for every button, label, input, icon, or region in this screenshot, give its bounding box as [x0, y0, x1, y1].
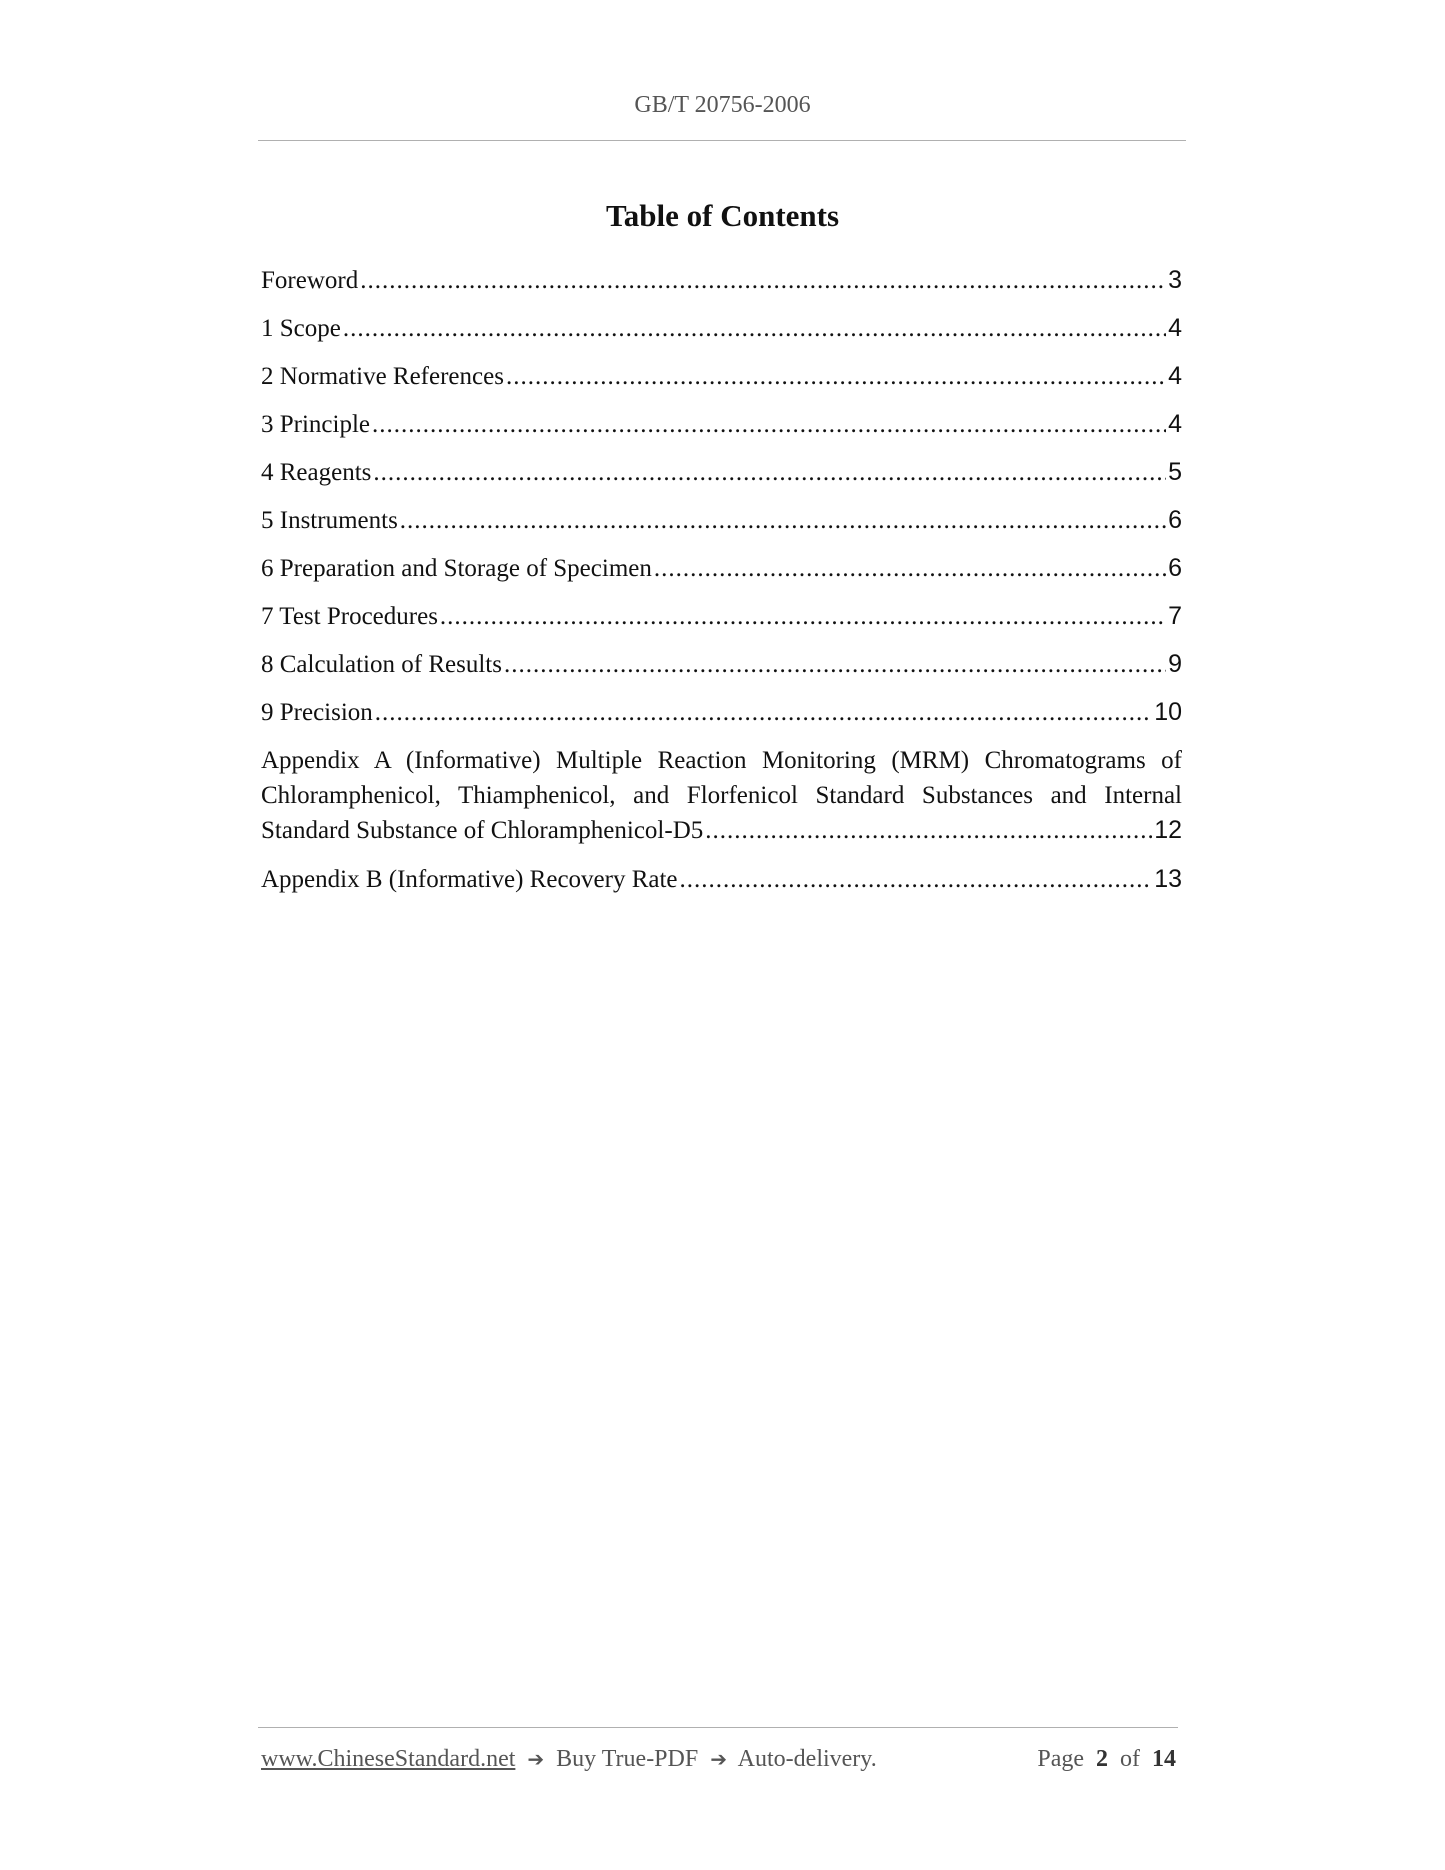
buy-true-pdf-text: Buy True-PDF: [556, 1746, 699, 1772]
toc-page-number: 12: [1154, 816, 1182, 844]
toc-page-number: 6: [1168, 554, 1182, 582]
right-arrow-icon: ➔: [710, 1747, 727, 1771]
toc-entry-label: 8 Calculation of Results: [261, 651, 502, 678]
toc-leader-dots: [506, 360, 1166, 394]
total-pages-number: 14: [1152, 1746, 1176, 1772]
toc-page-number: 3: [1168, 266, 1182, 294]
toc-entry-foreword[interactable]: [261, 263, 1182, 297]
toc-title: Table of Contents: [605, 198, 840, 233]
toc-page-number: 4: [1168, 314, 1182, 342]
toc-page-number: 9: [1168, 650, 1182, 678]
toc-entry-scope[interactable]: [261, 311, 1182, 345]
toc-page-number: 7: [1168, 602, 1182, 630]
toc-entry-label: 9 Precision: [261, 699, 373, 726]
toc-page-number: 13: [1154, 865, 1182, 893]
toc-entry-label: 3 Principle: [261, 411, 371, 438]
toc-entry-appendix-b[interactable]: [261, 862, 1182, 896]
toc-entry-label: 5 Instruments: [261, 507, 398, 534]
toc-entry-label-line: Chloramphenicol, Thiamphenicol, and Florfenicol Standard Substances and Internal: [261, 782, 1182, 809]
toc-leader-dots: [440, 600, 1166, 634]
toc-entry-normative-references[interactable]: [261, 359, 1182, 393]
toc-entry-label: 7 Test Procedures: [261, 603, 438, 630]
website-link[interactable]: www.ChineseStandard.net: [261, 1746, 516, 1772]
page-footer: [261, 1746, 1181, 1773]
current-page-number: 2: [1096, 1746, 1108, 1772]
toc-page-number: 5: [1168, 458, 1182, 486]
page-indicator: [1037, 1746, 1176, 1773]
toc-leader-dots: [400, 504, 1166, 538]
toc-entry-appendix-a[interactable]: [261, 743, 1182, 848]
toc-entry-label: 1 Scope: [261, 315, 341, 342]
toc-page-number: 4: [1168, 410, 1182, 438]
footer-divider: [258, 1727, 1178, 1728]
document-id: GB/T 20756-2006: [634, 92, 811, 118]
toc-entry-label-line: Appendix A (Informative) Multiple Reaction Monitoring (MRM) Chromatograms of: [261, 747, 1182, 774]
toc-leader-dots: [372, 408, 1166, 442]
toc-leader-dots: [705, 813, 1152, 848]
toc-entry-principle[interactable]: [261, 407, 1182, 441]
toc-entry-reagents[interactable]: [261, 455, 1182, 489]
toc-leader-dots: [375, 696, 1152, 730]
toc-entry-label: Appendix B (Informative) Recovery Rate: [261, 866, 678, 893]
toc-entry-label: Foreword: [261, 267, 359, 294]
toc-entry-calculation[interactable]: [261, 647, 1182, 681]
toc-leader-dots: [680, 863, 1153, 897]
toc-entry-precision[interactable]: [261, 695, 1182, 729]
auto-delivery-text: Auto-delivery.: [737, 1746, 877, 1772]
toc-entry-label-line: Standard Substance of Chloramphenicol-D5: [261, 817, 704, 844]
toc-page-number: 10: [1154, 698, 1182, 726]
toc-leader-dots: [504, 648, 1166, 682]
toc-entry-label: 6 Preparation and Storage of Specimen: [261, 555, 652, 582]
toc-leader-dots: [360, 264, 1166, 298]
toc-leader-dots: [343, 312, 1166, 346]
toc-leader-dots: [373, 456, 1166, 490]
toc-entry-preparation-storage[interactable]: [261, 551, 1182, 585]
toc-entry-label: 4 Reagents: [261, 459, 372, 486]
toc-leader-dots: [654, 552, 1166, 586]
toc-entry-test-procedures[interactable]: [261, 599, 1182, 633]
toc-entry-label: 2 Normative References: [261, 363, 504, 390]
toc-page-number: 6: [1168, 506, 1182, 534]
page-header: [0, 92, 1445, 119]
page-word: Page: [1037, 1746, 1084, 1772]
right-arrow-icon: ➔: [527, 1747, 545, 1771]
table-of-contents: [261, 263, 1182, 910]
toc-entry-instruments[interactable]: [261, 503, 1182, 537]
of-word: of: [1120, 1746, 1140, 1772]
header-divider: [258, 140, 1186, 141]
toc-entry-last-line: [261, 813, 1182, 848]
toc-page-number: 4: [1168, 362, 1182, 390]
